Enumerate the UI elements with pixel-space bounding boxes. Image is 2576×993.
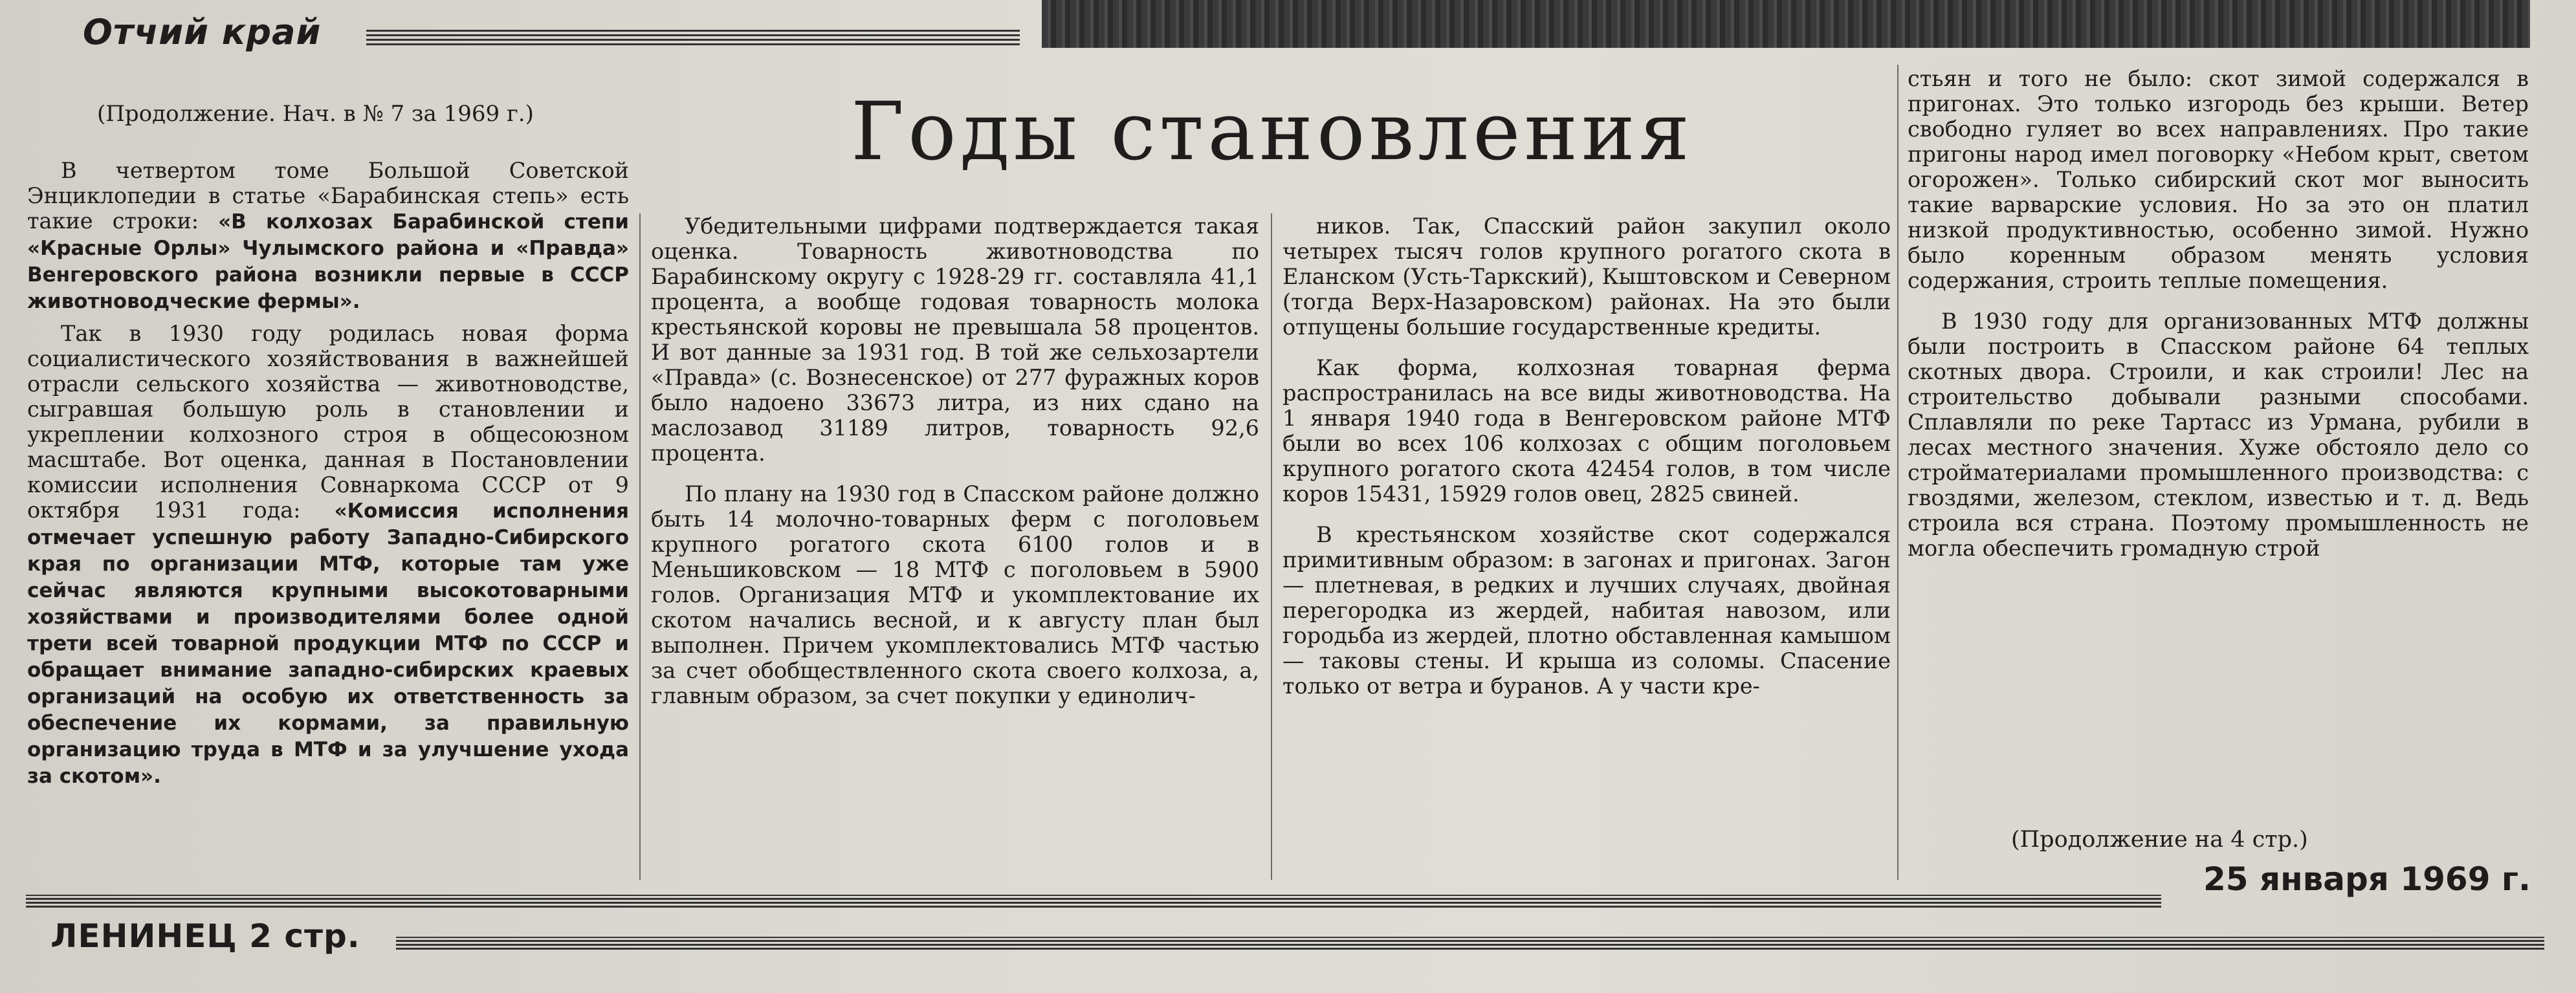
footer-rule-top: [26, 895, 2161, 908]
continued-on-note: (Продолжение на 4 стр.): [2011, 827, 2308, 853]
paragraph: [27, 158, 629, 314]
paragraph-text: Так в 1930 году родилась новая форма социалистического хозяйствования в важнейшей отрасли сельского хозяйства — животноводстве, сыгравшая большую роль в становлении и укреплении колхозного строя в общесоюзном масштабе. Вот оценка, данная в Постановлении комиссии исполнения Совнаркома СССР от 9 октября 1931 года:: [27, 321, 629, 523]
rubric-title: Отчий край: [83, 12, 322, 52]
paragraph: стьян и того не было: скот зимой содержался в пригонах. Это только изгородь без крыши. Ветер свободно гуляет во всех направлениях. Про такие пригоны народ имел поговорку «Небом крыт, светом огорожен». Только сибирский скот мог выносить такие варварские условия. Но за это он платил низкой продуктивностью, особенно зимой. Нужно было коренным образом менять условия содержания, строить теплые помещения.: [1908, 66, 2529, 293]
article-column-1: [27, 158, 629, 789]
footer-date: 25 января 1969 г.: [2203, 860, 2531, 898]
paragraph-text: В четвертом томе Большой Советской Энциклопедии в статье «Барабинская степь» есть такие строки:: [27, 158, 629, 234]
quote-bold: «В колхозах Барабинской степи «Красные Орлы» Чулымского района и «Правда» Венгеровского района возникли первые в СССР животноводческие фермы».: [27, 210, 629, 313]
footer-paper-name: ЛЕНИНЕЦ 2 стр.: [50, 917, 360, 955]
headline: Годы становления: [851, 85, 1693, 179]
rubric-rule: [366, 27, 1020, 45]
footer-rule-bottom: [396, 937, 2544, 950]
article-column-3: [1282, 213, 1891, 699]
column-divider: [1271, 213, 1272, 880]
continued-from-note: (Продолжение. Нач. в № 7 за 1969 г.): [97, 101, 534, 127]
paragraph: В крестьянском хозяйстве скот содержался примитивным образом: в загонах и пригонах. Загон — плетневая, в редких и лучших случаях, двойная перегородка из жердей, набитая навозом, или городьба из жердей, плотно обставленная камышом — таковы стены. И крыша из соломы. Спасение только от ветра и буранов. А у части кре-: [1282, 522, 1891, 699]
column-divider: [1897, 65, 1899, 880]
photo-fragment: [1042, 0, 2530, 48]
paragraph: По плану на 1930 год в Спасском районе должно быть 14 молочно-товарных ферм с поголовьем крупного рогатого скота 6100 голов и в Меньшиковском — 18 МТФ с поголовьем в 5900 голов. Организация МТФ и укомплектование их скотом начались весной, и к августу план был выполнен. Причем укомплектовались МТФ частью за счет обобществленного скота своего колхоза, а, главным образом, за счет покупки у единолич-: [651, 481, 1259, 708]
quote-bold: «Комиссия исполнения отмечает успешную работу Западно-Сибирского края по организации МТФ, которые там уже сейчас являются крупными высокотоварными хозяйствами и производителями более одной трети всей товарной продукции МТФ по СССР и обращает внимание западно-сибирских краевых организаций на особую их ответственность за обеспечение их кормами, за правильную организацию труда в МТФ и за улучшение ухода за скотом».: [27, 499, 629, 788]
article-column-4: [1908, 66, 2529, 561]
paragraph: [27, 321, 629, 789]
paragraph: В 1930 году для организованных МТФ должны были построить в Спасском районе 64 теплых скотных двора. Строили, и как строили! Лес на строительство добывали разными способами. Сплавляли по реке Тартасс из Урмана, рубили в лесах местного значения. Хуже обстояло дело со стройматериалами промышленного производства: с гвоздями, железом, стеклом, известью и т. д. Ведь строила вся страна. Поэтому промышленность не могла обеспечить громадную строй: [1908, 309, 2529, 561]
paragraph: Как форма, колхозная товарная ферма распространилась на все виды животноводства. На 1 января 1940 года в Венгеровском районе МТФ были во всех 106 колхозах с общим поголовьем крупного рогатого скота 42454 голов, в том числе коров 15431, 15929 голов овец, 2825 свиней.: [1282, 355, 1891, 507]
article-column-2: [651, 213, 1259, 708]
paragraph: Убедительными цифрами подтверждается такая оценка. Товарность животноводства по Барабинскому округу с 1928-29 гг. составляла 41,1 процента, а вообще годовая товарность молока крестьянской коровы не превышала 58 процентов. И вот данные за 1931 год. В той же сельхозартели «Правда» (с. Вознесенское) от 277 фуражных коров было надоено 33673 литра, из них сдано на маслозавод 31189 литров, товарность 92,6 процента.: [651, 213, 1259, 466]
paragraph: ников. Так, Спасский район закупил около четырех тысяч голов крупного рогатого скота в Еланском (Усть-Таркский), Кыштовском и Северном (тогда Верх-Назаровском) районах. На это были отпущены большие государственные кредиты.: [1282, 213, 1891, 340]
column-divider: [639, 213, 641, 880]
